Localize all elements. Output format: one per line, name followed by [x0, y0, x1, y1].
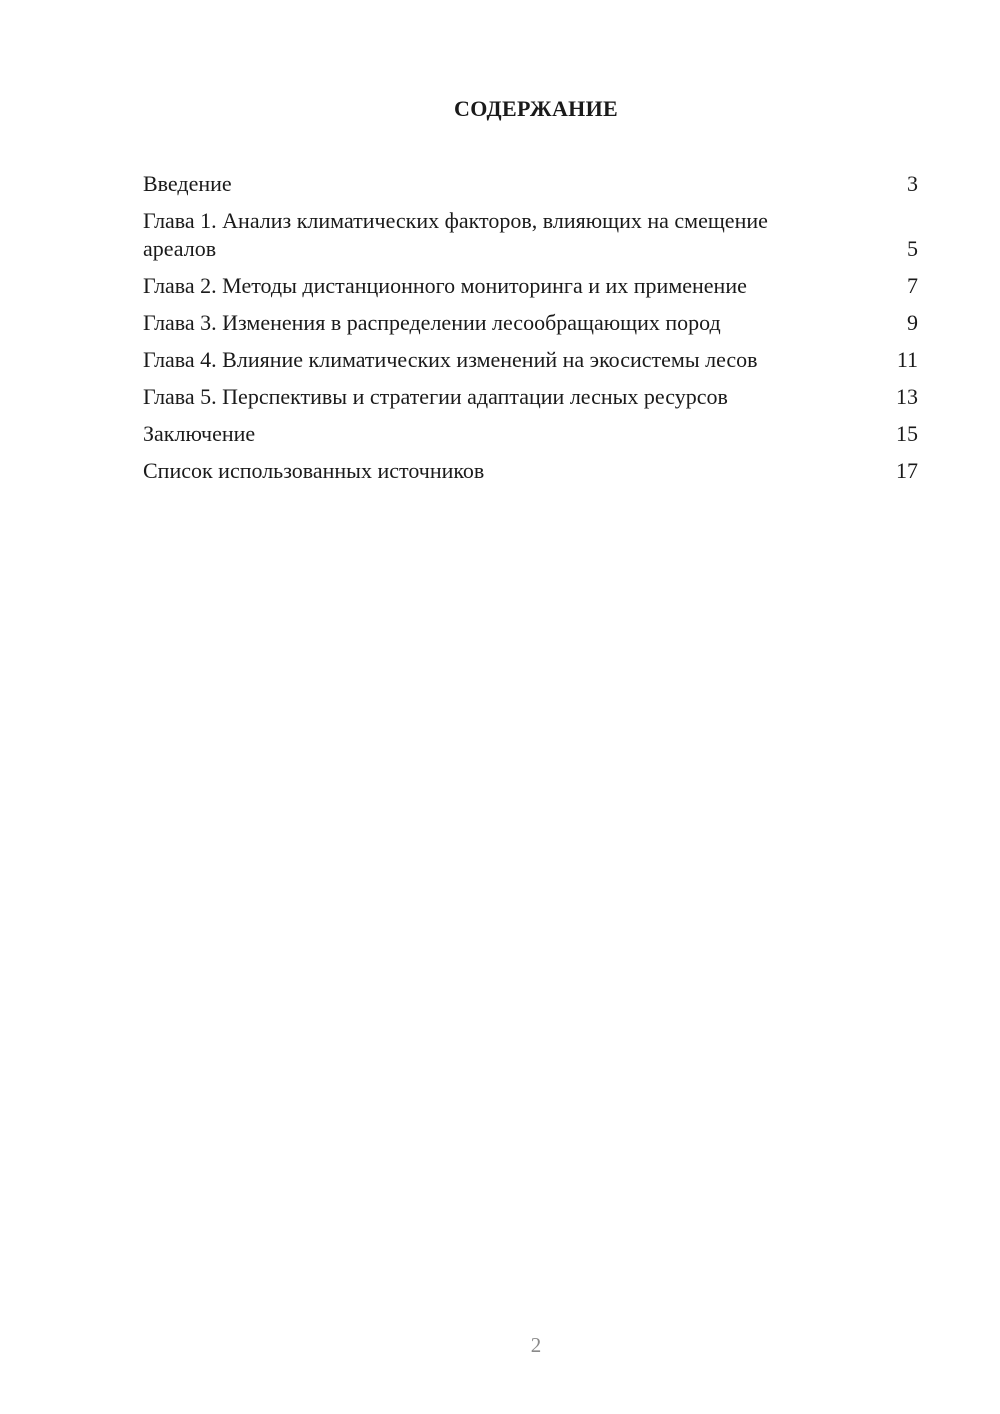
toc-entry-label: Введение: [143, 171, 232, 196]
toc-entry-page: 13: [896, 384, 918, 409]
toc-entry-label: Глава 3. Изменения в распределении лесообращающих пород: [143, 310, 721, 335]
toc-entry-page: 11: [896, 347, 918, 372]
page-number: 2: [530, 1333, 542, 1357]
toc-entry-label: Заключение: [143, 421, 256, 446]
toc-entry-label: Список использованных источников: [143, 458, 485, 483]
table-of-contents: [143, 170, 918, 494]
toc-entry-page: 5: [907, 236, 918, 261]
page-title: СОДЕРЖАНИЕ: [454, 96, 618, 121]
toc-entry-page: 9: [907, 310, 918, 335]
toc-entry-page: 3: [907, 171, 918, 196]
toc-entry-label: Глава 4. Влияние климатических изменений на экосистемы лесов: [143, 347, 758, 372]
toc-entry-chapter-2: [143, 272, 918, 300]
toc-entry-label: Глава 5. Перспективы и стратегии адаптации лесных ресурсов: [143, 384, 728, 409]
toc-entry-conclusion: [143, 420, 918, 448]
toc-entry-label: Глава 1. Анализ климатических факторов, влияющих на смещение ареалов: [143, 208, 768, 261]
toc-entry-page: 15: [896, 421, 918, 446]
toc-entry-label: Глава 2. Методы дистанционного мониторинга и их применение: [143, 273, 747, 298]
toc-entry-chapter-4: [143, 346, 918, 374]
toc-entry-chapter-1: [143, 207, 918, 263]
toc-entry-page: 17: [896, 458, 918, 483]
toc-entry-introduction: [143, 170, 918, 198]
toc-entry-references: [143, 457, 918, 485]
toc-entry-page: 7: [907, 273, 918, 298]
toc-entry-chapter-3: [143, 309, 918, 337]
toc-entry-chapter-5: [143, 383, 918, 411]
